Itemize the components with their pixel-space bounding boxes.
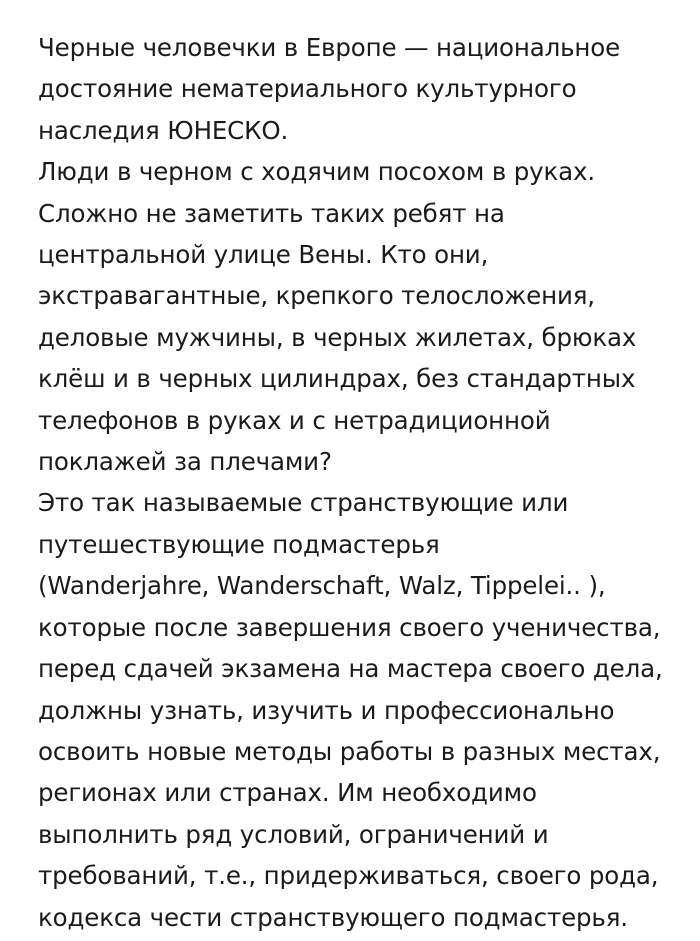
text-line: выполнить ряд условий, ограничений и: [38, 819, 549, 849]
text-line: телефонов в руках и с нетрадиционной: [38, 405, 551, 435]
article-text: [38, 27, 678, 938]
text-line: освоить новые методы работы в разных местах,: [38, 736, 661, 766]
text-line: Черные человечки в Европе — национальное: [38, 33, 621, 62]
paragraph-intro: [38, 27, 678, 151]
text-line: должны узнать, изучить и профессионально: [38, 695, 615, 725]
text-line: Сложно не заметить таких ребят на: [38, 198, 505, 228]
text-line: (Wanderjahre, Wanderschaft, Walz, Tippelei.. ),: [38, 571, 606, 601]
text-line: которые после завершения своего ученичества,: [38, 612, 661, 642]
paragraph-description: [38, 151, 678, 482]
text-line: поклажей за плечами?: [38, 447, 332, 477]
text-line: перед сдачей экзамена на мастера своего дела,: [38, 654, 663, 684]
text-line: регионах или странах. Им необходимо: [38, 778, 537, 808]
text-line: Люди в черном с ходячим посохом в руках.: [38, 157, 595, 187]
text-line: достояние нематериального культурного: [38, 74, 577, 104]
text-line: экстравагантные, крепкого телосложения,: [38, 281, 595, 311]
text-line: Это так называемые странствующие или: [38, 488, 569, 518]
text-line: требований, т.е., придерживаться, своего рода,: [38, 861, 659, 891]
text-line: путешествующие подмастерья: [38, 529, 440, 559]
text-line: клёш и в черных цилиндрах, без стандартных: [38, 364, 636, 394]
paragraph-explanation: [38, 482, 678, 937]
text-line: кодекса чести странствующего подмастерья.: [38, 902, 628, 932]
text-line: деловые мужчины, в черных жилетах, брюках: [38, 322, 637, 352]
text-line: наследия ЮНЕСКО.: [38, 115, 289, 145]
text-line: центральной улице Вены. Кто они,: [38, 240, 489, 270]
